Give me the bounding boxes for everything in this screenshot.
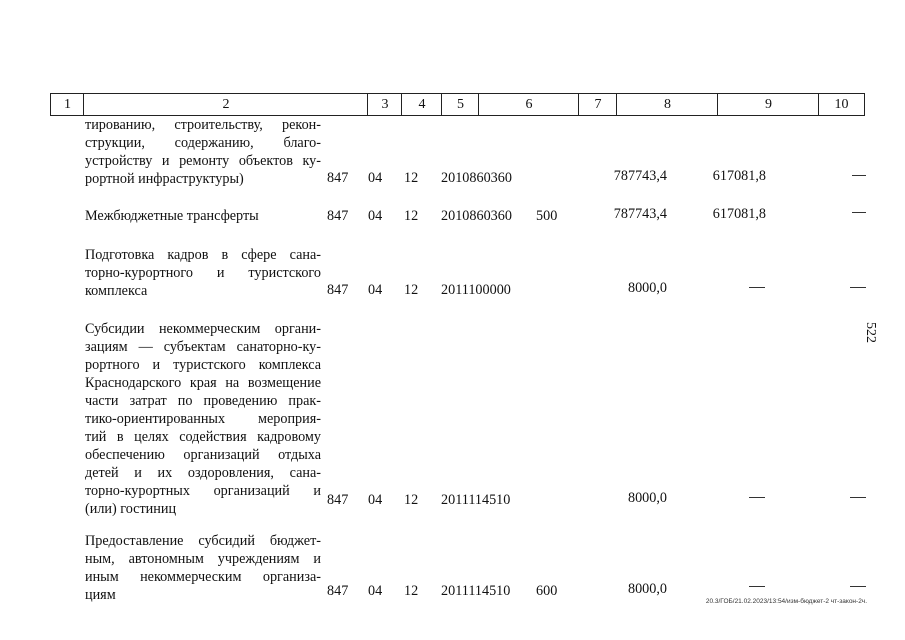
cell-section: 04 [368,208,383,224]
description-line: торно-курортных организаций и [85,483,321,499]
row-description [85,246,321,300]
cell-target-article: 2011114510 [441,492,511,508]
header-col-10: 10 [818,94,865,115]
cell-amount-col9: 617081,8 [712,206,766,222]
description-line: струкции, содержанию, благо- [85,135,321,151]
cell-ministry-code: 847 [327,208,349,224]
cell-amount-col8: 8000,0 [627,581,667,597]
cell-amount-col8: 787743,4 [613,168,667,184]
description-line: циям [85,587,116,603]
empty-value-dash [852,212,866,213]
cell-section: 04 [368,170,383,186]
row-description [85,320,321,518]
header-col-2: 2 [83,94,368,115]
cell-section: 04 [368,583,383,599]
cell-ministry-code: 847 [327,583,349,599]
description-line: зациям — субъектам санаторно-ку- [85,339,321,355]
description-line: Субсидии некоммерческим органи- [85,321,321,337]
row-description [85,116,321,188]
description-line: тико-ориентированных мероприя- [85,411,321,427]
cell-subsection: 12 [404,170,419,186]
description-line: (или) гостиниц [85,501,177,517]
header-col-6: 6 [478,94,579,115]
cell-section: 04 [368,282,383,298]
description-line: Предоставление субсидий бюджет- [85,533,321,549]
description-line: тированию, строительству, рекон- [85,117,321,133]
cell-expense-type: 600 [536,583,558,599]
header-col-3: 3 [367,94,402,115]
cell-subsection: 12 [404,492,419,508]
cell-target-article: 2011100000 [441,282,511,298]
row-description [85,207,321,225]
description-line: Краснодарского края на возмещение [85,375,321,391]
description-line: части затрат по проведению прак- [85,393,321,409]
cell-amount-col8: 8000,0 [627,490,667,506]
header-col-4: 4 [401,94,442,115]
description-line: рортной инфраструктуры) [85,171,244,187]
empty-value-dash [749,497,765,498]
cell-target-article: 2011114510 [441,583,511,599]
description-line: рортного и туристского комплекса [85,357,321,373]
cell-target-article: 2010860360 [441,170,512,186]
description-line: торно-курортного и туристского [85,265,321,281]
cell-amount-col9: 617081,8 [712,168,766,184]
cell-subsection: 12 [404,583,419,599]
description-line: обеспечению организаций отдыха [85,447,321,463]
description-line: Подготовка кадров в сфере сана- [85,247,321,263]
empty-value-dash [749,287,765,288]
cell-amount-col8: 8000,0 [627,280,667,296]
cell-subsection: 12 [404,208,419,224]
description-line: иным некоммерческим организа- [85,569,321,585]
empty-value-dash [850,586,866,587]
header-col-7: 7 [578,94,617,115]
description-line: детей и их оздоровления, сана- [85,465,321,481]
description-line: тий в целях содействия кадровому [85,429,321,445]
description-line: комплекса [85,283,148,299]
table-header [50,93,865,116]
header-col-5: 5 [441,94,479,115]
description-line: Межбюджетные трансферты [85,208,259,224]
description-line: устройству и ремонту объектов ку- [85,153,321,169]
empty-value-dash [850,287,866,288]
header-col-8: 8 [616,94,718,115]
cell-amount-col8: 787743,4 [613,206,667,222]
cell-section: 04 [368,492,383,508]
header-col-1: 1 [50,94,84,115]
cell-expense-type: 500 [536,208,558,224]
document-footer: 20.3/ГОБ/21.02.2023/13:54/изм-бюджет-2 чт-закон-2ч. [705,598,867,605]
cell-ministry-code: 847 [327,282,349,298]
empty-value-dash [852,175,866,176]
empty-value-dash [850,497,866,498]
description-line: ным, автономным учреждениям и [85,551,321,567]
cell-subsection: 12 [404,282,419,298]
empty-value-dash [749,586,765,587]
page-number: 522 [863,322,878,343]
cell-target-article: 2010860360 [441,208,512,224]
cell-ministry-code: 847 [327,170,349,186]
header-col-9: 9 [717,94,819,115]
cell-ministry-code: 847 [327,492,349,508]
row-description [85,532,321,604]
